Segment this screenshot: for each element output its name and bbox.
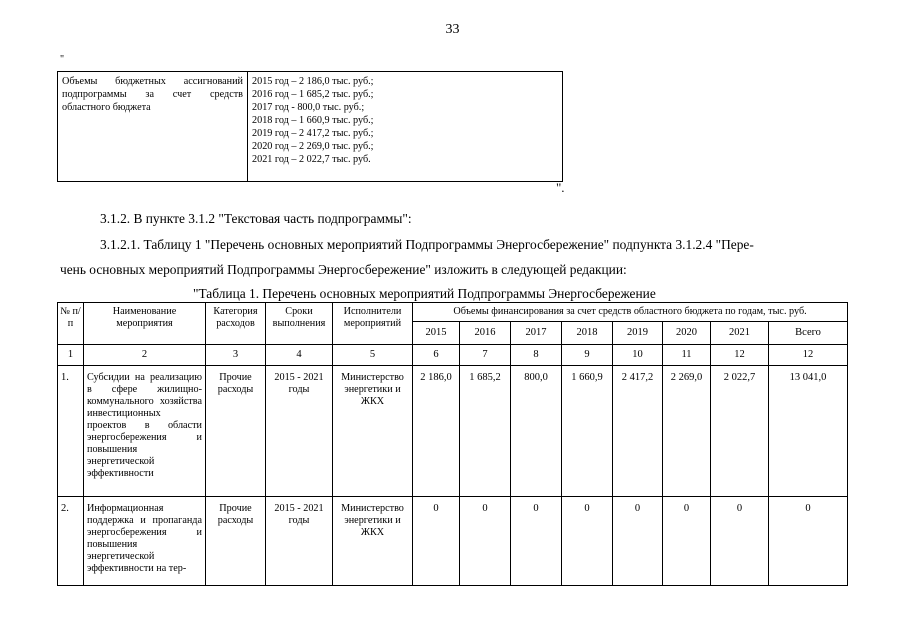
column-number: 7 (460, 345, 511, 366)
funding-value: 1 685,2 (460, 366, 511, 497)
column-number: 11 (663, 345, 711, 366)
budget-line: 2015 год – 2 186,0 тыс. руб.; (252, 76, 374, 87)
total-header: Всего (769, 322, 848, 345)
funding-value: 0 (511, 497, 562, 586)
year-header: 2021 (711, 322, 769, 345)
budget-line: 2018 год – 1 660,9 тыс. руб.; (252, 115, 374, 126)
funding-value: 2 269,0 (663, 366, 711, 497)
budget-line: 2017 год - 800,0 тыс. руб.; (252, 102, 365, 113)
header-category: Категория расходов (206, 303, 266, 345)
year-header: 2015 (413, 322, 460, 345)
year-header: 2020 (663, 322, 711, 345)
funding-value: 800,0 (511, 366, 562, 497)
column-number: 8 (511, 345, 562, 366)
year-header: 2016 (460, 322, 511, 345)
column-number: 3 (206, 345, 266, 366)
executor: Министерство энергетики и ЖКХ (333, 497, 413, 586)
budget-values (248, 72, 563, 182)
table-row (58, 497, 848, 586)
header-funding: Объемы финансирования за счет средств областного бюджета по годам, тыс. руб. (413, 303, 848, 322)
budget-line: 2016 год – 1 685,2 тыс. руб.; (252, 89, 374, 100)
year-header: 2019 (613, 322, 663, 345)
header-no: № п/п (58, 303, 84, 345)
column-number: 4 (266, 345, 333, 366)
year-header: 2018 (562, 322, 613, 345)
funding-value: 0 (711, 497, 769, 586)
header-term: Сроки выполнения (266, 303, 333, 345)
row-number: 1. (58, 366, 84, 497)
opening-quote: " (60, 54, 65, 65)
page-number: 33 (445, 22, 460, 37)
column-number: 5 (333, 345, 413, 366)
column-number: 12 (711, 345, 769, 366)
expense-category: Прочие расходы (206, 497, 266, 586)
budget-allocation-table (57, 71, 563, 182)
execution-term: 2015 - 2021 годы (266, 366, 333, 497)
column-number: 12 (769, 345, 848, 366)
budget-line: 2020 год – 2 269,0 тыс. руб.; (252, 141, 374, 152)
funding-value: 2 022,7 (711, 366, 769, 497)
funding-value: 2 186,0 (413, 366, 460, 497)
year-header: 2017 (511, 322, 562, 345)
funding-value: 2 417,2 (613, 366, 663, 497)
activity-name: Субсидии на реализацию в сфере жилищно-коммунального хозяйства инвестиционных проектов в области энергосбережения и повышения энергетической эффективности (84, 366, 206, 497)
paragraph-3-1-2-1: 3.1.2.1. Таблицу 1 "Перечень основных мероприятий Подпрограммы Энергосбережение" подпункта 3.1.2.4 "Пере- (100, 237, 754, 252)
funding-value: 0 (460, 497, 511, 586)
table-caption: "Таблица 1. Перечень основных мероприятий Подпрограммы Энергосбережение (193, 286, 656, 301)
row-number: 2. (58, 497, 84, 586)
column-number: 10 (613, 345, 663, 366)
executor: Министерство энергетики и ЖКХ (333, 366, 413, 497)
activities-table (57, 302, 848, 586)
funding-value: 0 (562, 497, 613, 586)
budget-line: 2019 год – 2 417,2 тыс. руб.; (252, 128, 374, 139)
header-executors: Исполнители мероприятий (333, 303, 413, 345)
funding-value: 0 (613, 497, 663, 586)
funding-value: 1 660,9 (562, 366, 613, 497)
execution-term: 2015 - 2021 годы (266, 497, 333, 586)
closing-quote: ". (556, 180, 565, 195)
column-number: 1 (58, 345, 84, 366)
budget-label: Объемы бюджетных ассигнований подпрограммы за счет средств областного бюджета (58, 72, 248, 182)
budget-line: 2021 год – 2 022,7 тыс. руб. (252, 154, 371, 165)
paragraph-continuation: чень основных мероприятий Подпрограммы Энергосбережение" изложить в следующей редакции: (60, 262, 627, 277)
header-name: Наименование мероприятия (84, 303, 206, 345)
funding-value: 0 (663, 497, 711, 586)
funding-total: 0 (769, 497, 848, 586)
funding-total: 13 041,0 (769, 366, 848, 497)
table-row (58, 366, 848, 497)
paragraph-3-1-2: 3.1.2. В пункте 3.1.2 "Текстовая часть подпрограммы": (100, 211, 412, 226)
expense-category: Прочие расходы (206, 366, 266, 497)
column-number: 2 (84, 345, 206, 366)
activity-name: Информационная поддержка и пропаганда энергосбережения и повышения энергетической эффективности на тер- (84, 497, 206, 586)
column-number: 9 (562, 345, 613, 366)
funding-value: 0 (413, 497, 460, 586)
column-number: 6 (413, 345, 460, 366)
